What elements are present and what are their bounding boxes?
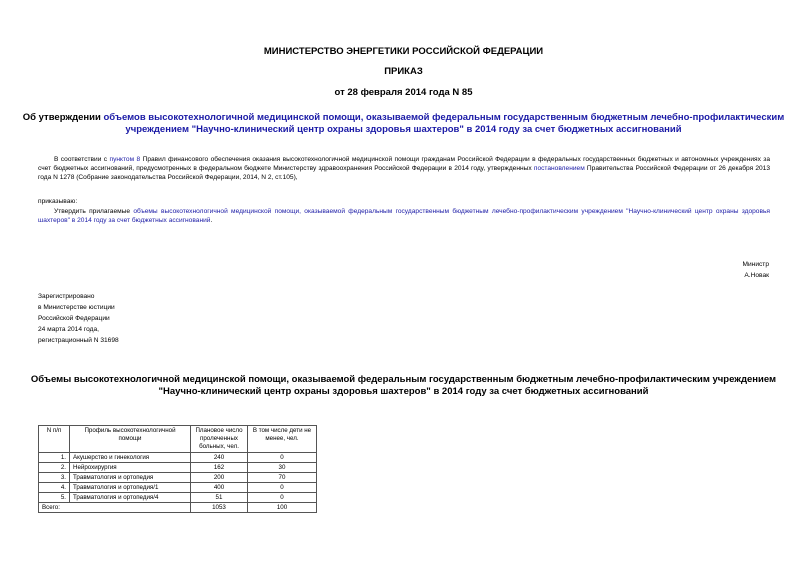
cell-total-label: Всего: [39,503,191,513]
cell-children: 0 [248,453,317,463]
cell-number: 5. [39,493,70,503]
cell-number: 2. [39,463,70,473]
preamble-link-resolution[interactable]: постановлением [533,165,585,172]
annex-title [0,374,807,398]
registration-line: Зарегистрировано [38,293,95,300]
signature-block [743,259,770,281]
registration-line: в Министерстве юстиции [38,304,115,311]
signature-name: А.Новак [744,272,769,279]
cell-profile: Травматология и ортопедия [70,473,191,483]
cell-number: 1. [39,453,70,463]
cell-planned: 162 [191,463,248,473]
volumes-table [38,425,317,513]
cell-children: 0 [248,483,317,493]
annex-title-line-1: Объемы высокотехнологичной медицинской помощи, оказываемой федеральным государственным бюджетным лечебно-профилактическим учреждением [30,374,777,385]
preamble-paragraph [38,155,770,182]
signature-position: Министр [742,261,769,268]
doc-type: ПРИКАЗ [384,66,423,77]
cell-total-planned: 1053 [191,503,248,513]
cell-profile: Нейрохирургия [70,463,191,473]
order-text-1: Утвердить прилагаемые [54,208,134,215]
ministry-name: МИНИСТЕРСТВО ЭНЕРГЕТИКИ РОССИЙСКОЙ ФЕДЕРАЦИИ [263,46,544,57]
preamble-text-3: Правительства Российской Федерации от 26 декабря 2013 года N 1278 (Собрание законодательства Российской Федерации, 2014, N 2, ст.105), [38,165,770,181]
preamble-link-point8[interactable]: пунктом 8 [109,156,141,163]
cell-planned: 51 [191,493,248,503]
table-row [39,483,317,493]
table-row [39,493,317,503]
col-header-profile: Профиль высокотехнологичной помощи [70,426,191,453]
table-total-row [39,503,317,513]
cell-total-children: 100 [248,503,317,513]
registration-block [38,291,119,346]
registration-line: Российской Федерации [38,315,110,322]
order-paragraph [38,207,770,225]
annex-title-line-2: "Научно-клинический центр охраны здоровья шахтеров" в 2014 году за счет бюджетных ассигнований [158,386,649,397]
col-header-number: N п/п [39,426,70,453]
cell-profile: Акушерство и гинекология [70,453,191,463]
doc-title-link-1[interactable]: объемов высокотехнологичной медицинской помощи, оказываемой федеральным государственным бюджетным лечебно-профилактическим [103,112,785,123]
table-row [39,473,317,483]
cell-planned: 200 [191,473,248,483]
doc-title-link-2[interactable]: учреждением "Научно-клинический центр охраны здоровья шахтеров" в 2014 году за счет бюджетных ассигнований [125,124,682,135]
cell-planned: 400 [191,483,248,493]
col-header-planned: Плановое число пролеченных больных, чел. [191,426,248,453]
order-word: приказываю: [38,198,78,205]
cell-number: 3. [39,473,70,483]
doc-title-line-1 [0,112,807,124]
cell-planned: 240 [191,453,248,463]
table-row [39,463,317,473]
preamble-text-1: В соответствии с [54,156,110,163]
order-link-annex[interactable]: объемы высокотехнологичной медицинской помощи, оказываемой федеральным государственным бюджетным лечебно-профилактическим учреждением "Научно-клинический центр охраны здоровья шахтеров" в 2014 году за счет бюджетных ассигнований [38,208,770,224]
cell-children: 30 [248,463,317,473]
table-row [39,453,317,463]
doc-date-number: от 28 февраля 2014 года N 85 [334,87,473,98]
cell-profile: Травматология и ортопедия/4 [70,493,191,503]
cell-profile: Травматология и ортопедия/1 [70,483,191,493]
cell-children: 0 [248,493,317,503]
order-text-2: . [210,217,213,224]
registration-line: 24 марта 2014 года, [38,326,99,333]
col-header-children: В том числе дети не менее, чел. [248,426,317,453]
cell-number: 4. [39,483,70,493]
doc-title-prefix: Об утверждении [22,112,104,123]
registration-line: регистрационный N 31698 [38,337,119,344]
doc-title [0,112,807,136]
cell-children: 70 [248,473,317,483]
table-header-row [39,426,317,453]
preamble-text-2: Правил финансового обеспечения оказания высокотехнологичной медицинской помощи гражданам Российской Федерации в федеральных государственных бюджетных и автономных учреждениях за счет бюджетных ассигнований, предусмотренных в федеральном бюджете Министерству здравоохранения Российской Федерации в 2014 году, утвержденных [38,156,770,172]
